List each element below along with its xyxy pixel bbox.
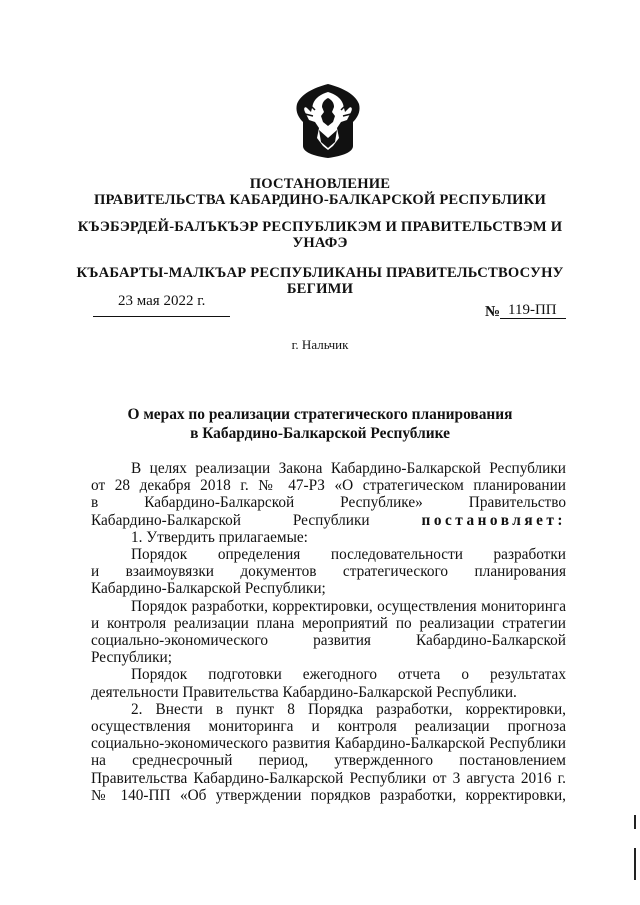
issuer-krc-line2: БЕГИМИ — [286, 281, 354, 297]
issuer-ru: ПРАВИТЕЛЬСТВА КАБАРДИНО-БАЛКАРСКОЙ РЕСПУБЛИКИ — [93, 192, 547, 208]
title-line: О мерах по реализации стратегического планирования — [127, 406, 513, 423]
paragraph-line: социально-экономического развития Кабардино-Балкарской Республики — [91, 735, 566, 753]
document-date: 23 мая 2022 г. — [118, 293, 206, 309]
document-body — [91, 460, 566, 804]
resolution-word: постановляет: — [421, 511, 567, 529]
paragraph-line — [91, 512, 566, 529]
scan-artifact — [634, 815, 636, 829]
paragraph-line: Порядок разработки, корректировки, осуществления мониторинга — [131, 597, 566, 615]
title-line: в Кабардино-Балкарской Республике — [190, 425, 450, 442]
paragraph-line: Порядок подготовки ежегодного отчета о результатах — [131, 666, 566, 684]
scan-artifact — [634, 848, 636, 880]
document-type: ПОСТАНОВЛЕНИЕ — [249, 176, 391, 192]
city: г. Нальчик — [291, 337, 349, 352]
paragraph-line: 2. Внести в пункт 8 Порядка разработки, корректировки, — [131, 700, 566, 718]
document-title — [0, 405, 640, 443]
paragraph-line: от 28 декабря 2018 г. № 47-РЗ «О стратегическом планировании — [91, 477, 566, 495]
issuer-krc-line1: КЪАБАРТЫ-МАЛКЪАР РЕСПУБЛИКАНЫ ПРАВИТЕЛЬСТВОСУНУ — [76, 265, 564, 281]
document-number: 119-ПП — [508, 302, 557, 318]
paragraph-line: 1. Утвердить прилагаемые: — [131, 528, 308, 546]
paragraph-line: В целях реализации Закона Кабардино-Балкарской Республики — [131, 460, 566, 477]
paragraph-line: № 140-ПП «Об утверждении порядков разработки, корректировки, — [91, 786, 566, 804]
paragraph-line: социально-экономического развития Кабардино-Балкарской — [91, 632, 566, 650]
paragraph-line: Порядок определения последовательности разработки — [131, 546, 566, 564]
date-underline — [93, 316, 230, 317]
paragraph-line: Республики; — [91, 649, 172, 667]
coat-of-arms-emblem — [293, 82, 363, 160]
paragraph-line: на среднесрочный период, утвержденного постановлением — [91, 752, 566, 770]
issuer-kbd-line2: УНАФЭ — [292, 235, 348, 251]
paragraph-text: Кабардино-Балкарской Республики — [91, 511, 370, 529]
paragraph-line: осуществления мониторинга и контроля реализации прогноза — [91, 718, 566, 736]
number-underline — [500, 318, 566, 319]
paragraph-line: и взаимоувязки документов стратегического планирования — [91, 563, 566, 581]
paragraph-line: Правительства Кабардино-Балкарской Республики от 3 августа 2016 г. — [91, 769, 566, 787]
paragraph-line: в Кабардино-Балкарской Республике» Правительство — [91, 494, 566, 512]
paragraph-line: Кабардино-Балкарской Республики; — [91, 580, 326, 598]
issuer-kbd-line1: КЪЭБЭРДЕЙ-БАЛЪКЪЭР РЕСПУБЛИКЭМ И ПРАВИТЕЛЬСТВЭМ И — [77, 219, 563, 235]
paragraph-line: и контроля реализации плана мероприятий по реализации стратегии — [91, 614, 566, 632]
paragraph-line: деятельности Правительства Кабардино-Балкарской Республики. — [91, 683, 517, 701]
number-sign: № — [485, 304, 501, 320]
